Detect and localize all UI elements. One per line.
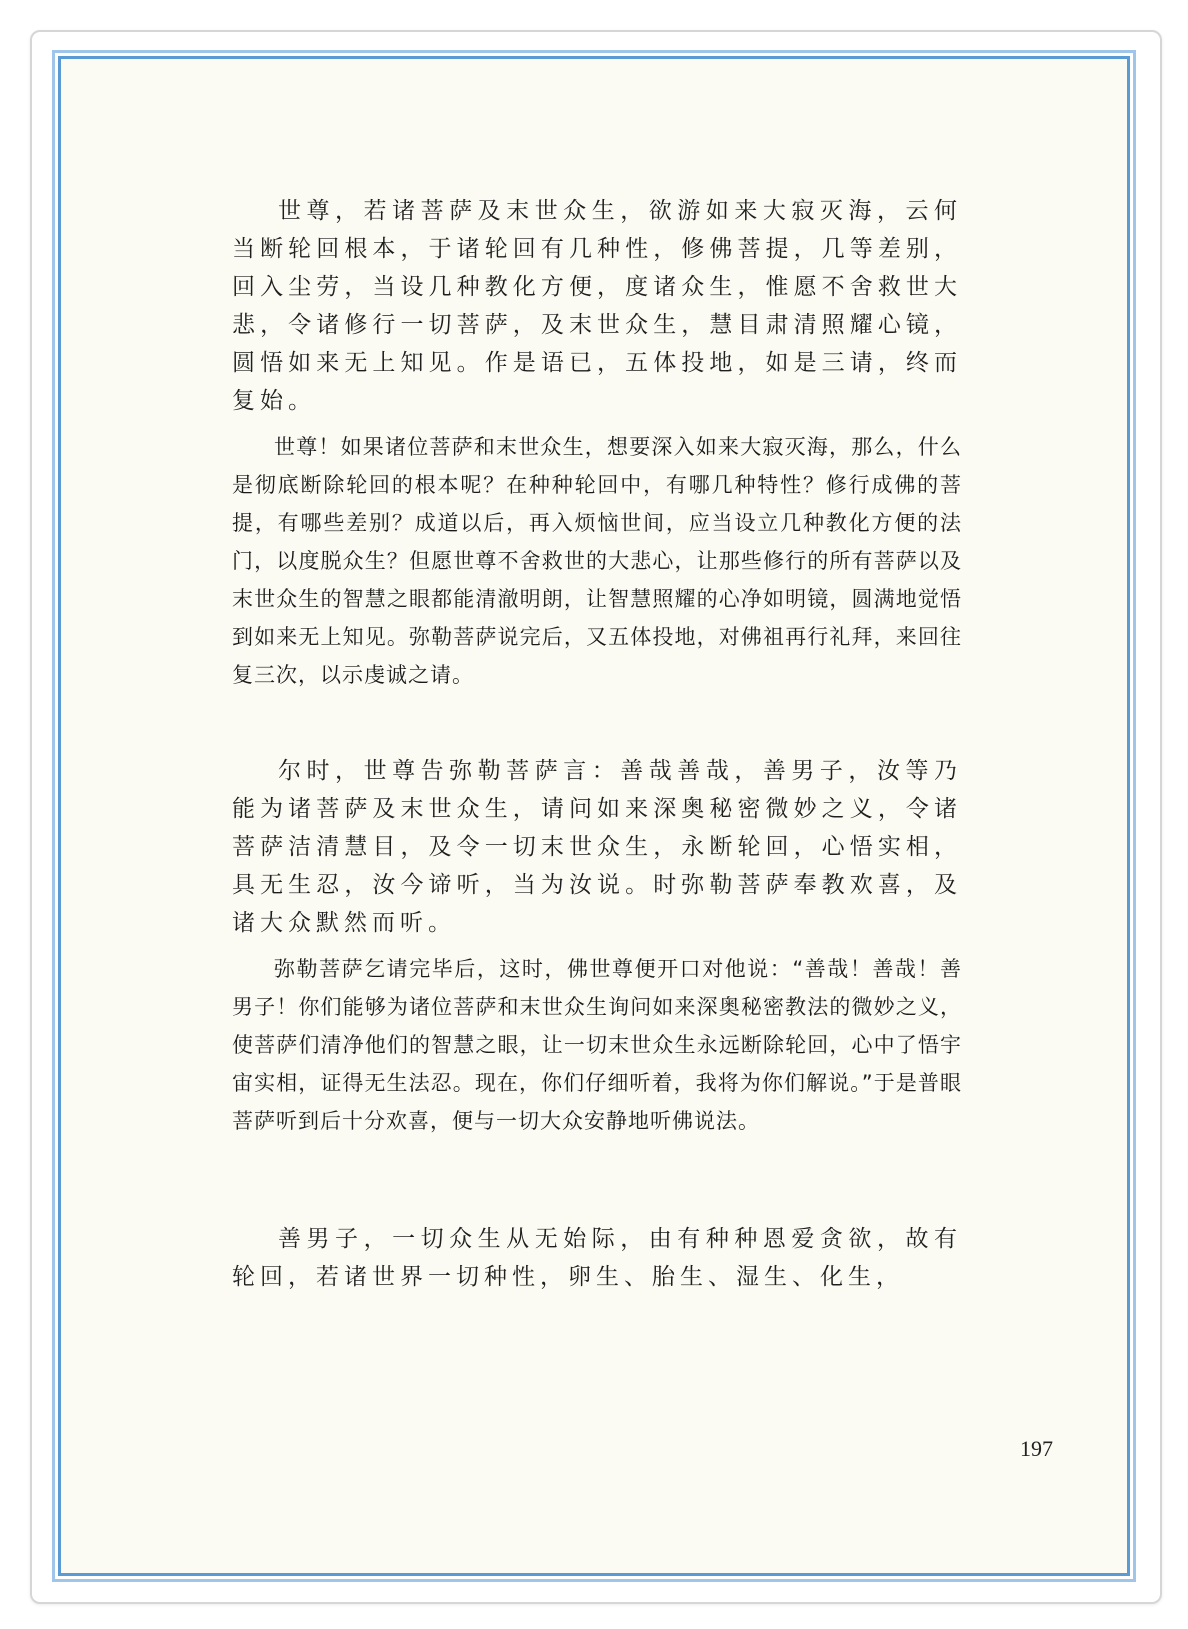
paragraph-translation-2: 弥勒菩萨乞请完毕后，这时，佛世尊便开口对他说：“善哉！善哉！善男子！你们能够为诸位菩萨和末世众生询问如来深奥秘密教法的微妙之义，使菩萨们清净他们的智慧之眼，让一切末世众生永远断除轮回，心中了悟宇宙实相，证得无生法忍。现在，你们仔细听着，我将为你们解说。”于是普眼菩萨听到后十分欢喜，便与一切大众安静地听佛说法。 (232, 957, 962, 1133)
classical-text-block-2 (232, 752, 962, 942)
classical-text-block-3 (232, 1220, 962, 1296)
paragraph-classical-1: 世尊，若诸菩萨及末世众生，欲游如来大寂灭海，云何当断轮回根本，于诸轮回有几种性，修佛菩提，几等差别，回入尘劳，当设几种教化方便，度诸众生，惟愿不舍救世大悲，令诸修行一切菩萨，及末世众生，慧目肃清照耀心镜，圆悟如来无上知见。作是语已，五体投地，如是三请，终而复始。 (232, 198, 962, 414)
page-number: 197 (1020, 1436, 1053, 1461)
translation-text-block-1 (232, 428, 962, 694)
classical-text-block-1 (232, 192, 962, 420)
paragraph-classical-3: 善男子，一切众生从无始际，由有种种恩爱贪欲，故有轮回，若诸世界一切种性，卵生、胎生、湿生、化生， (232, 1226, 962, 1290)
paragraph-classical-2: 尔时，世尊告弥勒菩萨言：善哉善哉，善男子，汝等乃能为诸菩萨及末世众生，请问如来深奥秘密微妙之义，令诸菩萨洁清慧目，及令一切末世众生，永断轮回，心悟实相，具无生忍，汝今谛听，当为汝说。时弥勒菩萨奉教欢喜，及诸大众默然而听。 (232, 758, 962, 936)
translation-text-block-2 (232, 950, 962, 1140)
paragraph-translation-1: 世尊！如果诸位菩萨和末世众生，想要深入如来大寂灭海，那么，什么是彻底断除轮回的根本呢？在种种轮回中，有哪几种特性？修行成佛的菩提，有哪些差别？成道以后，再入烦恼世间，应当设立几种教化方便的法门，以度脱众生？但愿世尊不舍救世的大悲心，让那些修行的所有菩萨以及末世众生的智慧之眼都能清澈明朗，让智慧照耀的心净如明镜，圆满地觉悟到如来无上知见。弥勒菩萨说完后，又五体投地，对佛祖再行礼拜，来回往复三次，以示虔诚之请。 (232, 435, 962, 687)
